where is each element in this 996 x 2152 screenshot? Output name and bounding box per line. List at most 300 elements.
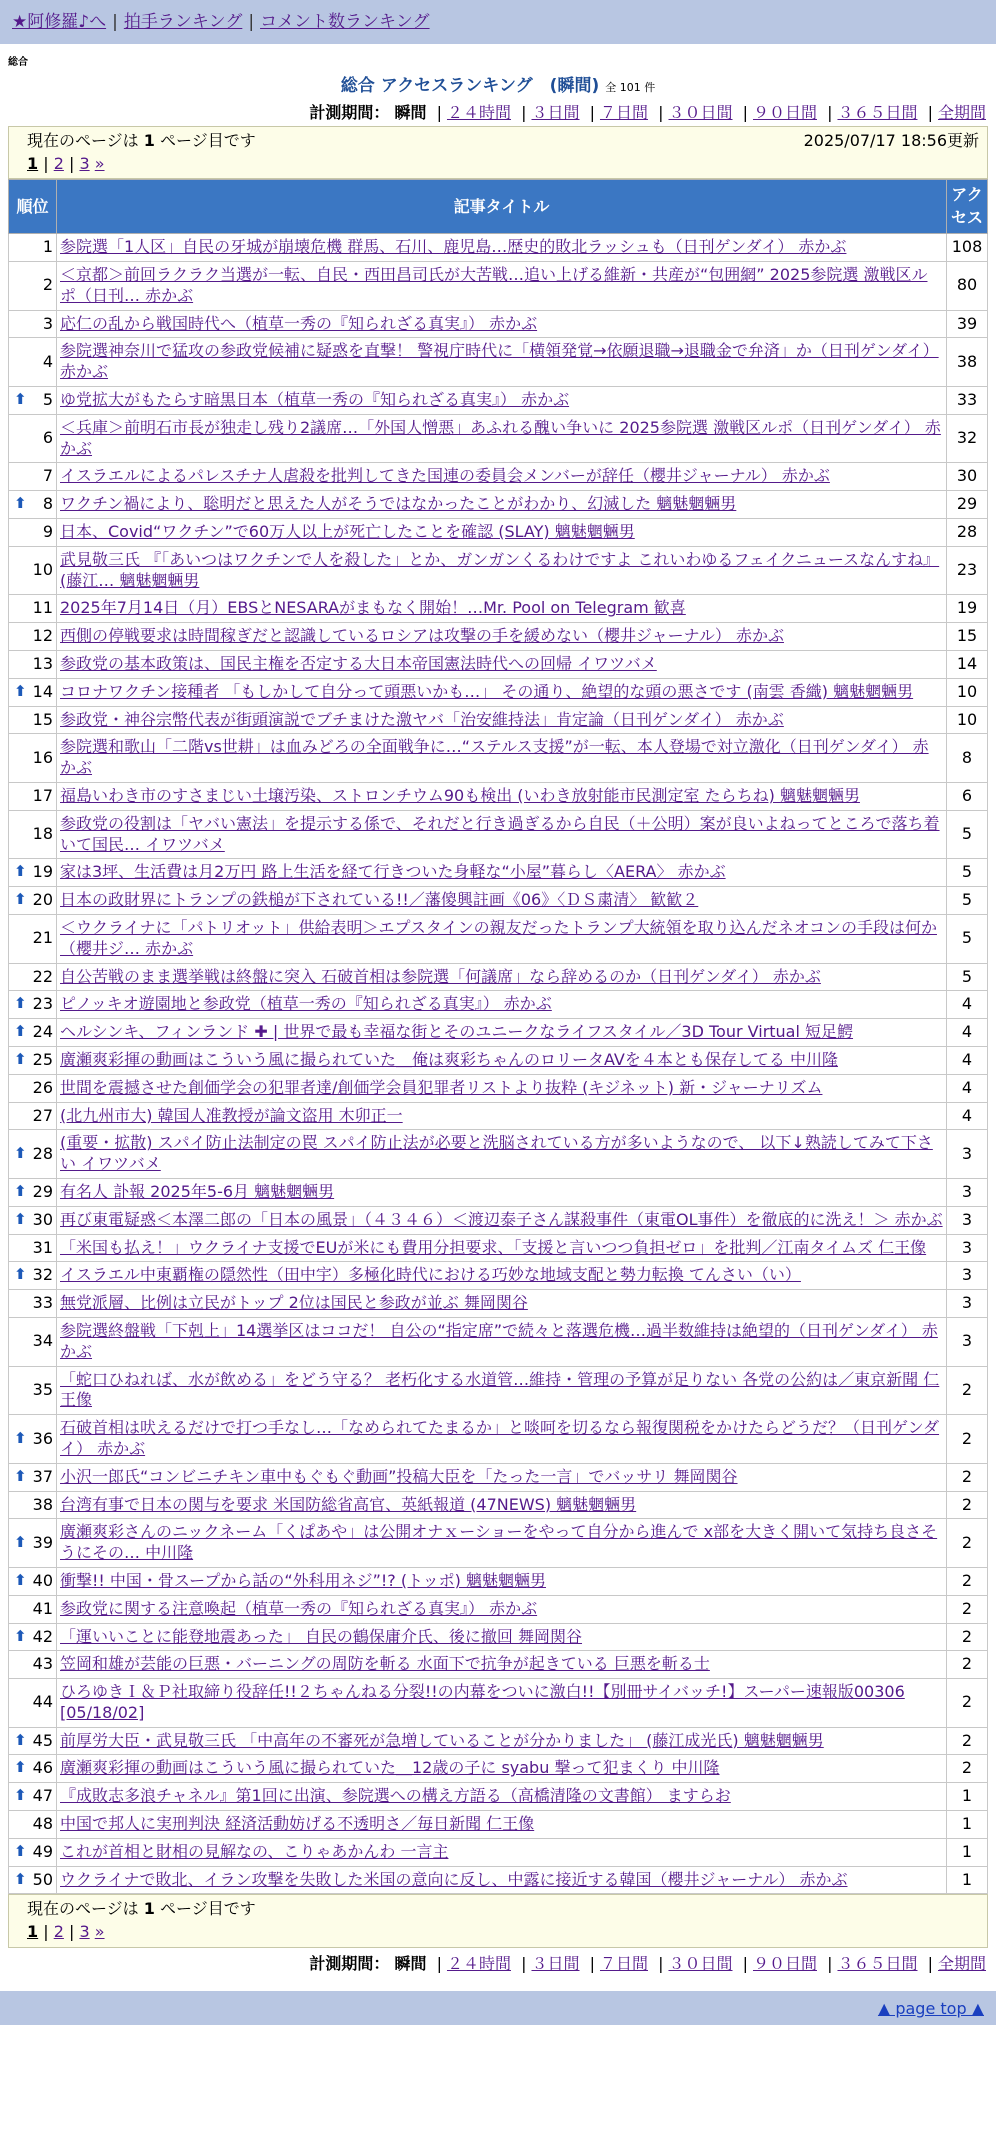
article-link[interactable]: 武見敬三氏 『「あいつはワクチンで人を殺した」とか、ガンガンくるわけですよ これいわゆるフェイクニュースなんすね』 (藤江… 魑魅魍魎男 bbox=[60, 549, 940, 590]
article-link[interactable]: 参政党の役割は「ヤバい憲法」を提示する係で、それだと行き過ぎるから自民（＋公明）案が良いよねってところで落ち着いて国民… イワツバメ bbox=[60, 813, 940, 854]
period-selector-bottom: 計測期間： 瞬間 | ２４時間 | ３日間 | ７日間 | ３０日間 | ９０日間 | ３６５日間 | 全期間 bbox=[309, 1954, 986, 1974]
article-link[interactable]: 参政党に関する注意喚起（植草一秀の『知られざる真実』） 赤かぶ bbox=[60, 1598, 538, 1618]
rank-cell bbox=[9, 963, 57, 991]
article-link[interactable]: 2025年7月14日（月）EBSとNESARAがまもなく開始！…Mr. Pool on Telegram 歓喜 bbox=[60, 598, 686, 618]
article-link[interactable]: ひろゆきＩ＆Ｐ社取締り役辞任!!２ちゃんねる分裂!!の内幕をついに激白!!【別冊サイバッチ!】スーパー速報版00306 [05/18/02] bbox=[60, 1682, 905, 1722]
article-link[interactable]: 家は3坪、生活費は月2万円 路上生活を経て行きついた身軽な“小屋”暮らし〈AERA〉 赤かぶ bbox=[60, 862, 726, 882]
rank-number: 21 bbox=[32, 928, 53, 948]
access-count: 19 bbox=[947, 595, 988, 623]
up-arrow-icon: ⬆ bbox=[14, 1265, 27, 1284]
rank-number: 45 bbox=[32, 1730, 53, 1750]
article-link[interactable]: 参政党・神谷宗幣代表が街頭演説でブチまけた激ヤバ「治安維持法」肯定論（日刊ゲンダイ） 赤かぶ bbox=[60, 709, 784, 729]
access-count: 29 bbox=[947, 491, 988, 519]
rank-cell bbox=[9, 623, 57, 651]
access-count: 1 bbox=[947, 1838, 988, 1866]
table-row bbox=[9, 1811, 988, 1839]
up-arrow-icon: ⬆ bbox=[14, 1730, 27, 1749]
table-row bbox=[9, 1317, 988, 1366]
table-row bbox=[9, 1727, 988, 1755]
access-count: 2 bbox=[947, 1567, 988, 1595]
rank-number: 48 bbox=[32, 1814, 53, 1834]
page-link[interactable]: 2 bbox=[53, 1922, 64, 1942]
rank-number: 12 bbox=[32, 626, 53, 646]
access-count: 4 bbox=[947, 1102, 988, 1130]
table-row bbox=[9, 1519, 988, 1568]
access-count: 38 bbox=[947, 338, 988, 387]
access-count: 3 bbox=[947, 1178, 988, 1206]
rank-cell bbox=[9, 1651, 57, 1679]
rank-number: 16 bbox=[32, 747, 53, 767]
rank-number: 35 bbox=[32, 1379, 53, 1399]
table-row bbox=[9, 1463, 988, 1491]
access-count: 3 bbox=[947, 1262, 988, 1290]
rank-number: 38 bbox=[32, 1494, 53, 1514]
access-count: 2 bbox=[947, 1366, 988, 1415]
title-cell bbox=[57, 414, 947, 463]
rank-cell bbox=[9, 1811, 57, 1839]
rank-number: 33 bbox=[32, 1293, 53, 1313]
article-link[interactable]: ワクチン禍により、聡明だと思えた人がそうではなかったことがわかり、幻滅した 魑魅魍魎男 bbox=[60, 494, 737, 514]
table-row bbox=[9, 262, 988, 311]
article-link[interactable]: 福島いわき市のすさまじい土壌汚染、ストロンチウム90も検出 (いわき放射能市民測定室 たらちね) 魑魅魍魎男 bbox=[60, 786, 860, 805]
rank-number: 1 bbox=[42, 237, 53, 257]
rank-number: 50 bbox=[32, 1869, 53, 1889]
access-count: 5 bbox=[947, 887, 988, 915]
period-option[interactable]: ３０日間 bbox=[668, 103, 733, 123]
rank-number: 26 bbox=[32, 1077, 53, 1097]
title-cell bbox=[57, 991, 947, 1019]
article-link[interactable]: 参院選神奈川で猛攻の参政党候補に疑惑を直撃！ 警視庁時代に「横領発覚→依願退職→退職金で弁済」か（日刊ゲンダイ） 赤かぶ bbox=[60, 341, 939, 382]
article-link[interactable]: ＜兵庫＞前明石市長が独走し残り2議席…「外国人憎悪」あふれる醜い争いに 2025参院選 激戦区ルポ（日刊ゲンダイ） 赤かぶ bbox=[60, 417, 941, 458]
rank-cell bbox=[9, 859, 57, 887]
title-cell bbox=[57, 1019, 947, 1047]
rank-cell bbox=[9, 1463, 57, 1491]
rank-cell bbox=[9, 678, 57, 706]
pagination: 1 | 2 | 3 » bbox=[27, 1922, 105, 1942]
article-link[interactable]: 廣瀬爽彩さんのニックネーム「くぱあや」は公開オナｘーショーをやって自分から進んで x部を大きく開いて気持ち良さそうにその… 中川隆 bbox=[60, 1522, 938, 1563]
rank-cell bbox=[9, 310, 57, 338]
rank-number: 36 bbox=[32, 1428, 53, 1448]
rank-number: 18 bbox=[32, 824, 53, 844]
rank-number: 24 bbox=[32, 1022, 53, 1042]
access-count: 3 bbox=[947, 1317, 988, 1366]
title-cell bbox=[57, 1366, 947, 1415]
table-row bbox=[9, 1651, 988, 1679]
table-row bbox=[9, 1234, 988, 1262]
up-arrow-icon: ⬆ bbox=[14, 681, 27, 700]
table-row bbox=[9, 651, 988, 679]
article-link[interactable]: ピノッキオ遊園地と参政党（植草一秀の『知られざる真実』） 赤かぶ bbox=[60, 994, 552, 1014]
access-count: 10 bbox=[947, 706, 988, 734]
table-row bbox=[9, 1595, 988, 1623]
rank-cell bbox=[9, 887, 57, 915]
article-link[interactable]: 前厚労大臣・武見敬三氏 「中高年の不審死が急増していることが分かりました」 (藤江成光氏) 魑魅魍魎男 bbox=[60, 1730, 824, 1750]
rank-cell bbox=[9, 262, 57, 311]
header-access: アクセス bbox=[947, 180, 988, 234]
access-count: 2 bbox=[947, 1519, 988, 1568]
access-count: 28 bbox=[947, 519, 988, 547]
rank-number: 27 bbox=[32, 1105, 53, 1125]
pagination: 1 | 2 | 3 » bbox=[27, 153, 105, 173]
period-label: 計測期間： bbox=[309, 103, 390, 123]
rank-cell bbox=[9, 414, 57, 463]
title-cell bbox=[57, 887, 947, 915]
table-row bbox=[9, 414, 988, 463]
rank-cell bbox=[9, 734, 57, 783]
rank-cell bbox=[9, 1491, 57, 1519]
access-count: 5 bbox=[947, 859, 988, 887]
table-row bbox=[9, 1130, 988, 1179]
access-count: 30 bbox=[947, 463, 988, 491]
rank-cell bbox=[9, 1178, 57, 1206]
rank-number: 47 bbox=[32, 1786, 53, 1806]
table-row bbox=[9, 387, 988, 415]
access-count: 108 bbox=[947, 234, 988, 262]
top-nav bbox=[0, 0, 996, 44]
title-cell bbox=[57, 1206, 947, 1234]
article-link[interactable]: 参政党の基本政策は、国民主権を否定する大日本帝国憲法時代への回帰 イワツバメ bbox=[60, 654, 657, 674]
title-cell bbox=[57, 1567, 947, 1595]
article-link[interactable]: 『成敗志多浪チャネル』第1回に出演、参院選への構え方語る（高橋清隆の文書館） ますらお bbox=[60, 1786, 731, 1806]
rank-number: 23 bbox=[32, 994, 53, 1014]
rank-cell bbox=[9, 1206, 57, 1234]
article-link[interactable]: イスラエルによるパレスチナ人虐殺を批判してきた国連の委員会メンバーが辞任（櫻井ジャーナル） 赤かぶ bbox=[60, 466, 830, 486]
period-option[interactable]: ３日間 bbox=[531, 103, 580, 123]
period-option[interactable]: ３６５日間 bbox=[837, 103, 918, 123]
table-row bbox=[9, 463, 988, 491]
table-row bbox=[9, 783, 988, 811]
article-link[interactable]: 参院選「1人区」自民の牙城が崩壊危機 群馬、石川、鹿児島…歴史的敗北ラッシュも（日刊ゲンダイ） 赤かぶ bbox=[60, 237, 847, 257]
rank-cell bbox=[9, 1838, 57, 1866]
article-link[interactable]: 日本、Covid“ワクチン”で60万人以上が死亡したことを確認 (SLAY) 魑魅魍魎男 bbox=[60, 522, 635, 542]
table-row bbox=[9, 1755, 988, 1783]
access-count: 5 bbox=[947, 810, 988, 859]
table-row bbox=[9, 1102, 988, 1130]
period-option[interactable]: ２４時間 bbox=[446, 1954, 511, 1974]
article-link[interactable]: 衝撃!! 中国・骨スープから話の“外科用ネジ”!? (トッポ) 魑魅魍魎男 bbox=[60, 1570, 546, 1590]
title-cell bbox=[57, 1595, 947, 1623]
header-rank: 順位 bbox=[9, 180, 57, 234]
table-row bbox=[9, 1783, 988, 1811]
up-arrow-icon: ⬆ bbox=[14, 390, 27, 409]
title-cell bbox=[57, 1838, 947, 1866]
article-link[interactable]: 西側の停戦要求は時間稼ぎだと認識しているロシアは攻撃の手を緩めない（櫻井ジャーナル） 赤かぶ bbox=[60, 626, 784, 646]
rank-number: 10 bbox=[32, 560, 53, 580]
table-row bbox=[9, 234, 988, 262]
next-page-link[interactable]: » bbox=[94, 1922, 105, 1942]
rank-cell bbox=[9, 1595, 57, 1623]
rank-number: 11 bbox=[32, 598, 53, 618]
rank-cell bbox=[9, 1234, 57, 1262]
rank-number: 19 bbox=[32, 862, 53, 882]
rank-cell bbox=[9, 1783, 57, 1811]
separator: | bbox=[248, 11, 255, 32]
next-page-link[interactable]: » bbox=[94, 153, 105, 173]
access-count: 2 bbox=[947, 1463, 988, 1491]
table-row bbox=[9, 1567, 988, 1595]
table-row bbox=[9, 1866, 988, 1894]
article-link[interactable]: 有名人 訃報 2025年5-6月 魑魅魍魎男 bbox=[60, 1181, 335, 1201]
title-cell bbox=[57, 1262, 947, 1290]
period-option[interactable]: 全期間 bbox=[937, 1954, 986, 1974]
article-link[interactable]: これが首相と財相の見解なの、こりゃあかんわ 一言主 bbox=[60, 1841, 449, 1861]
rank-number: 17 bbox=[32, 786, 53, 805]
article-link[interactable]: ＜京都＞前回ラクラク当選が一転、自民・西田昌司氏が大苦戦…追い上げる維新・共産が“包囲網” 2025参院選 激戦区ルポ（日刊… 赤かぶ bbox=[60, 265, 928, 305]
rank-number: 40 bbox=[32, 1570, 53, 1590]
access-count: 1 bbox=[947, 1783, 988, 1811]
article-link[interactable]: 日本の政財界にトランプの鉄槌が下されている!!／藩傻興註画《06》〈ＤＳ粛清〉 歓歓２ bbox=[60, 890, 699, 910]
access-count: 6 bbox=[947, 783, 988, 811]
title-cell bbox=[57, 1290, 947, 1318]
rank-number: 42 bbox=[32, 1626, 53, 1646]
rank-cell bbox=[9, 1019, 57, 1047]
article-link[interactable]: ヘルシンキ、フィンランド ✚ | 世界で最も幸福な街とそのユニークなライフスタイル／3D Tour Virtual 短足鰐 bbox=[60, 1022, 854, 1042]
comment-ranking-link[interactable]: コメント数ランキング bbox=[260, 11, 430, 32]
article-link[interactable]: 台湾有事で日本の関与を要求 米国防総省高官、英紙報道 (47NEWS) 魑魅魍魎男 bbox=[60, 1494, 637, 1514]
article-link[interactable]: 廣瀬爽彩揮の動画はこういう風に撮られていた＿12歳の子に syabu 撃って犯まくり 中川隆 bbox=[60, 1758, 720, 1778]
up-arrow-icon: ⬆ bbox=[14, 1466, 27, 1485]
rank-cell bbox=[9, 1262, 57, 1290]
rank-cell bbox=[9, 991, 57, 1019]
access-count: 80 bbox=[947, 262, 988, 311]
rank-cell bbox=[9, 1317, 57, 1366]
title-cell bbox=[57, 1623, 947, 1651]
rank-number: 4 bbox=[42, 351, 53, 371]
rank-cell bbox=[9, 810, 57, 859]
table-row bbox=[9, 623, 988, 651]
period-current: 瞬間 bbox=[394, 103, 427, 123]
page-current: 1 bbox=[27, 153, 39, 173]
title-cell bbox=[57, 1074, 947, 1102]
article-link[interactable]: 「米国も払え！」ウクライナ支援でEUが米にも費用分担要求、「支援と言いつつ負担ゼロ」を批判／江南タイムズ 仁王像 bbox=[60, 1237, 927, 1257]
rank-number: 20 bbox=[32, 890, 53, 910]
rank-cell bbox=[9, 1519, 57, 1568]
table-row bbox=[9, 1838, 988, 1866]
rank-number: 39 bbox=[32, 1532, 53, 1552]
up-arrow-icon: ⬆ bbox=[14, 1786, 27, 1805]
table-row bbox=[9, 887, 988, 915]
period-option[interactable]: ９０日間 bbox=[752, 1954, 817, 1974]
table-row bbox=[9, 310, 988, 338]
access-count: 1 bbox=[947, 1866, 988, 1894]
article-link[interactable]: 参院選終盤戦「下剋上」14選挙区はココだ！ 自公の“指定席”で続々と落選危機…過半数維持は絶望的（日刊ゲンダイ） 赤かぶ bbox=[60, 1320, 938, 1361]
title-cell bbox=[57, 1415, 947, 1464]
table-row bbox=[9, 678, 988, 706]
title-cell bbox=[57, 914, 947, 963]
table-row bbox=[9, 1679, 988, 1728]
title-cell bbox=[57, 1755, 947, 1783]
title-cell bbox=[57, 595, 947, 623]
article-link[interactable]: 「運いいことに能登地震あった」 自民の鶴保庸介氏、後に撤回 舞岡関谷 bbox=[60, 1626, 583, 1646]
period-option[interactable]: ９０日間 bbox=[752, 103, 817, 123]
access-count: 4 bbox=[947, 991, 988, 1019]
rank-cell bbox=[9, 914, 57, 963]
title-cell bbox=[57, 1811, 947, 1839]
article-link[interactable]: 石破首相は吠えるだけで打つ手なし…「なめられてたまるか」と啖呵を切るなら報復関税をかけたらどうだ？（日刊ゲンダイ） 赤かぶ bbox=[60, 1418, 940, 1458]
page-link[interactable]: 2 bbox=[53, 153, 64, 173]
page-top-link[interactable]: ▲ page top ▲ bbox=[877, 1998, 984, 2018]
article-link[interactable]: ウクライナで敗北、イラン攻撃を失敗した米国の意向に反し、中露に接近する韓国（櫻井ジャーナル） 赤かぶ bbox=[60, 1869, 848, 1889]
article-link[interactable]: 小沢一郎氏“コンビニチキン車中もぐもぐ動画”投稿大臣を「たった一言」でバッサリ 舞岡関谷 bbox=[60, 1466, 738, 1486]
rank-cell bbox=[9, 1415, 57, 1464]
table-row bbox=[9, 546, 988, 595]
table-row bbox=[9, 1206, 988, 1234]
article-link[interactable]: ＜ウクライナに「パトリオット」供給表明＞エプスタインの親友だったトランプ大統領を取り込んだネオコンの手段は何か（櫻井ジ… 赤かぶ bbox=[60, 917, 937, 958]
rank-cell bbox=[9, 1679, 57, 1728]
title-cell bbox=[57, 1317, 947, 1366]
up-arrow-icon: ⬆ bbox=[14, 1049, 27, 1068]
rank-cell bbox=[9, 783, 57, 811]
access-count: 4 bbox=[947, 1046, 988, 1074]
access-count: 3 bbox=[947, 1234, 988, 1262]
article-link[interactable]: コロナワクチン接種者 「もしかして自分って頭悪いかも…」 その通り、絶望的な頭の悪さです (南雲 香織) 魑魅魍魎男 bbox=[60, 681, 914, 701]
table-row bbox=[9, 1290, 988, 1318]
article-link[interactable]: 「蛇口ひねれば、水が飲める」をどう守る？ 老朽化する水道管…維持・管理の予算が足りない 各党の公約は／東京新聞 仁王像 bbox=[60, 1369, 940, 1410]
title-cell bbox=[57, 1234, 947, 1262]
period-option[interactable]: ３０日間 bbox=[668, 1954, 733, 1974]
access-count: 32 bbox=[947, 414, 988, 463]
up-arrow-icon: ⬆ bbox=[14, 1181, 27, 1200]
header-title: 記事タイトル bbox=[57, 180, 947, 234]
rank-cell bbox=[9, 1866, 57, 1894]
table-row bbox=[9, 338, 988, 387]
period-label: 計測期間： bbox=[309, 1954, 390, 1974]
title-cell bbox=[57, 783, 947, 811]
article-link[interactable]: 笠岡和雄が芸能の巨悪・バーニングの周防を斬る 水面下で抗争が起きている 巨悪を斬る士 bbox=[60, 1654, 710, 1674]
up-arrow-icon: ⬆ bbox=[14, 890, 27, 909]
rank-number: 43 bbox=[32, 1654, 53, 1674]
access-count: 2 bbox=[947, 1755, 988, 1783]
title-cell bbox=[57, 1783, 947, 1811]
article-link[interactable]: ゆ党拡大がもたらす暗黒日本（植草一秀の『知られざる真実』） 赤かぶ bbox=[60, 390, 570, 410]
table-row bbox=[9, 519, 988, 547]
home-link[interactable]: ★阿修羅♪へ bbox=[12, 11, 107, 32]
table-row bbox=[9, 491, 988, 519]
page-info-bottom bbox=[8, 1894, 988, 1948]
ranking-table bbox=[8, 179, 988, 1894]
period-option[interactable]: ７日間 bbox=[599, 103, 648, 123]
title-cell bbox=[57, 519, 947, 547]
rank-number: 8 bbox=[42, 494, 53, 514]
applause-ranking-link[interactable]: 拍手ランキング bbox=[123, 11, 243, 32]
article-link[interactable]: 世間を震撼させた創価学会の犯罪者達/創価学会員犯罪者リストより抜粋 (キジネット) 新・ジャーナリズム bbox=[60, 1077, 823, 1097]
rank-cell bbox=[9, 1074, 57, 1102]
rank-cell bbox=[9, 1046, 57, 1074]
article-link[interactable]: イスラエル中東覇権の隠然性（田中宇）多極化時代における巧妙な地域支配と勢力転換 てんさい（い） bbox=[60, 1265, 801, 1285]
article-link[interactable]: (北九州市大) 韓国人准教授が論文盗用 木卯正一 bbox=[60, 1105, 403, 1125]
rank-cell bbox=[9, 1727, 57, 1755]
access-count: 8 bbox=[947, 734, 988, 783]
article-link[interactable]: 再び東電疑惑＜本澤二郎の「日本の風景」（４３４６）＜渡辺泰子さん謀殺事件（東電OL事件）を徹底的に洗え！＞ 赤かぶ bbox=[60, 1209, 943, 1229]
table-row bbox=[9, 595, 988, 623]
access-count: 4 bbox=[947, 1019, 988, 1047]
article-link[interactable]: 参院選和歌山「二階vs世耕」は血みどろの全面戦争に…“ステルス支援”が一転、本人登場で対立激化（日刊ゲンダイ） 赤かぶ bbox=[60, 737, 929, 778]
access-count: 15 bbox=[947, 623, 988, 651]
rank-number: 28 bbox=[32, 1143, 53, 1163]
article-link[interactable]: 廣瀬爽彩揮の動画はこういう風に撮られていた＿俺は爽彩ちゃんのロリータAVを４本とも保存してる 中川隆 bbox=[60, 1049, 838, 1069]
title-cell bbox=[57, 262, 947, 311]
access-count: 14 bbox=[947, 651, 988, 679]
table-row bbox=[9, 1623, 988, 1651]
page-link[interactable]: 3 bbox=[79, 1922, 90, 1942]
up-arrow-icon: ⬆ bbox=[14, 1209, 27, 1228]
rank-cell bbox=[9, 234, 57, 262]
title-cell bbox=[57, 387, 947, 415]
page-link[interactable]: 3 bbox=[79, 153, 90, 173]
period-option[interactable]: ２４時間 bbox=[446, 103, 511, 123]
table-row bbox=[9, 859, 988, 887]
article-link[interactable]: 応仁の乱から戦国時代へ（植草一秀の『知られざる真実』） 赤かぶ bbox=[60, 313, 538, 333]
access-count: 2 bbox=[947, 1491, 988, 1519]
title-cell bbox=[57, 546, 947, 595]
title-cell bbox=[57, 963, 947, 991]
up-arrow-icon: ⬆ bbox=[14, 1841, 27, 1860]
page-title: 総合 アクセスランキング (瞬間) bbox=[340, 76, 600, 96]
title-cell bbox=[57, 1102, 947, 1130]
rank-number: 34 bbox=[32, 1331, 53, 1351]
total-count: 全 101 件 bbox=[605, 81, 656, 94]
period-option[interactable]: 全期間 bbox=[937, 103, 986, 123]
access-count: 5 bbox=[947, 963, 988, 991]
title-cell bbox=[57, 651, 947, 679]
period-option[interactable]: ７日間 bbox=[599, 1954, 648, 1974]
table-row bbox=[9, 734, 988, 783]
up-arrow-icon: ⬆ bbox=[14, 1626, 27, 1645]
up-arrow-icon: ⬆ bbox=[14, 1532, 27, 1551]
rank-number: 3 bbox=[42, 313, 53, 333]
rank-number: 25 bbox=[32, 1049, 53, 1069]
rank-number: 13 bbox=[32, 654, 53, 674]
title-cell bbox=[57, 678, 947, 706]
up-arrow-icon: ⬆ bbox=[14, 1022, 27, 1041]
period-option[interactable]: ３６５日間 bbox=[837, 1954, 918, 1974]
table-row bbox=[9, 1262, 988, 1290]
rank-cell bbox=[9, 651, 57, 679]
rank-number: 46 bbox=[32, 1758, 53, 1778]
article-link[interactable]: 自公苦戦のまま選挙戦は終盤に突入 石破首相は参院選「何議席」なら辞めるのか（日刊ゲンダイ） 赤かぶ bbox=[60, 966, 821, 986]
access-count: 4 bbox=[947, 1074, 988, 1102]
rank-number: 6 bbox=[42, 428, 53, 448]
rank-number: 9 bbox=[42, 522, 53, 542]
title-cell bbox=[57, 310, 947, 338]
access-count: 2 bbox=[947, 1651, 988, 1679]
rank-number: 14 bbox=[32, 681, 53, 701]
title-cell bbox=[57, 1130, 947, 1179]
access-count: 23 bbox=[947, 546, 988, 595]
rank-number: 37 bbox=[32, 1466, 53, 1486]
ranking-body bbox=[9, 234, 988, 1894]
period-option[interactable]: ３日間 bbox=[531, 1954, 580, 1974]
rank-number: 32 bbox=[32, 1265, 53, 1285]
rank-cell bbox=[9, 1130, 57, 1179]
article-link[interactable]: (重要・拡散) スパイ防止法制定の罠 スパイ防止法が必要と洗脳されている方が多いようなので、 以下↓熟読してみて下さい イワツバメ bbox=[60, 1133, 933, 1174]
up-arrow-icon: ⬆ bbox=[14, 862, 27, 881]
rank-number: 44 bbox=[32, 1692, 53, 1712]
access-count: 3 bbox=[947, 1130, 988, 1179]
title-cell bbox=[57, 491, 947, 519]
article-link[interactable]: 中国で邦人に実刑判決 経済活動妨げる不透明さ／毎日新聞 仁王像 bbox=[60, 1814, 535, 1834]
title-cell bbox=[57, 463, 947, 491]
access-count: 5 bbox=[947, 914, 988, 963]
up-arrow-icon: ⬆ bbox=[14, 1428, 27, 1447]
title-cell bbox=[57, 1046, 947, 1074]
table-row bbox=[9, 1491, 988, 1519]
article-link[interactable]: 無党派層、比例は立民がトップ 2位は国民と参政が並ぶ 舞岡関谷 bbox=[60, 1293, 528, 1313]
access-count: 3 bbox=[947, 1206, 988, 1234]
bottom-bar bbox=[0, 1991, 996, 2025]
title-cell bbox=[57, 1519, 947, 1568]
access-count: 33 bbox=[947, 387, 988, 415]
